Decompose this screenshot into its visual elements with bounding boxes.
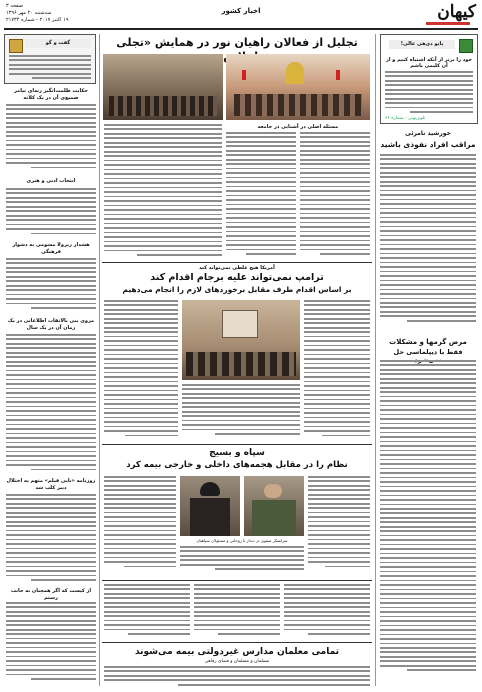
lead-text-col-3 <box>300 132 370 260</box>
box-text-lines <box>385 71 473 117</box>
left-text-1 <box>6 104 96 174</box>
logo-underline <box>426 22 470 25</box>
commander-photo <box>244 476 304 536</box>
flag-shape <box>242 70 246 80</box>
right-subheadline-2: فقط با دیپلماسی حل <box>393 348 463 356</box>
issue-date: سه‌شنبه ۲۰ مهر ۱۳۹۶ <box>6 10 52 16</box>
second-kicker: آمریکا هیچ غلطی نمی‌تواند کند <box>199 265 275 271</box>
right-headline-2: مرض گرمها و مشکلات <box>389 338 467 346</box>
third-caption: سرلشکر صفوی در دیدار با روحانی و مسئولان سپاهیان <box>196 538 288 543</box>
third-text-col-1 <box>104 476 176 576</box>
newspaper-logo: کیهان <box>437 2 476 22</box>
right-column-text-2 <box>380 360 476 686</box>
story-divider-1 <box>102 262 372 263</box>
right-column-text-1 <box>380 154 476 334</box>
logo-icon <box>459 39 473 53</box>
second-text-col-3 <box>304 300 370 440</box>
lead-photo-audience <box>103 54 223 120</box>
left-headline-6: از کیست که اگر همچنان به جانب رستم <box>10 588 92 601</box>
audience-rows <box>109 96 217 116</box>
turban-shape <box>200 482 220 496</box>
second-headline: ترامپ نمی‌تواند علیه برجام اقدام کند <box>150 272 324 283</box>
left-top-box <box>4 34 96 84</box>
masthead <box>4 2 478 30</box>
robe-shape <box>190 498 230 536</box>
box-title: پایو دی‌هی عالی! <box>389 40 455 49</box>
fourth-text-col-3 <box>284 584 370 640</box>
left-text-3 <box>6 258 96 314</box>
right-info-box <box>380 34 478 124</box>
left-text-2 <box>6 188 96 238</box>
page-info <box>6 3 136 24</box>
emblem-icon <box>9 39 23 53</box>
left-text-6 <box>6 602 96 686</box>
cleric-photo <box>180 476 240 536</box>
column-divider-right <box>375 34 376 686</box>
lead-text-col-2 <box>226 132 296 260</box>
screen-shape <box>222 310 258 338</box>
box-text: خود را برتر از آنکه اشتباه کنیم و از آن کلیمی باشم <box>385 57 473 69</box>
face-shape <box>264 484 282 498</box>
bottom-sub: مسلمان و مسلمان و فضای رفاهی <box>204 659 270 664</box>
left-headline-2: انتخاب ادبی و هنری <box>26 178 76 184</box>
page-number: صفحه ۳ <box>6 3 23 9</box>
left-box-title: گفت و گو <box>25 39 91 48</box>
lead-kicker: مسئله اصلی در آشنایی در جامعه <box>257 124 339 130</box>
left-headline-1: حکایت ظلمت‌انگیز زنه‌ای نیامر ضمیع‌ی آن در یک کلانه <box>14 88 88 101</box>
story-divider-4 <box>102 642 372 643</box>
third-text-col-2 <box>308 476 370 576</box>
right-subheadline-1: مراقب افراد نفوذی باشید <box>380 140 476 149</box>
third-kicker: سپاه و بسیج <box>209 448 265 458</box>
second-text-col-1 <box>104 300 178 440</box>
left-box-text-lines <box>9 55 91 81</box>
left-text-4 <box>6 334 96 474</box>
story-divider-3 <box>102 580 372 581</box>
section-title: اخبار کشور <box>221 7 261 15</box>
dome-shape <box>286 62 304 84</box>
lead-text-col-1 <box>104 124 222 260</box>
second-text-col-2 <box>182 384 300 440</box>
left-headline-3: هشدار زیرولا مشومی به دشوار فرهنگی <box>12 242 90 255</box>
stage-people <box>234 94 362 116</box>
issue-number: ۱۹ اکتبر ۲۰۱۷ - شماره ۲۱۷۳۴ <box>6 17 69 23</box>
box-footer: تلویزیونی - شماره ۶۶ <box>385 116 426 121</box>
meeting-photo <box>182 300 300 380</box>
story-divider-2 <box>102 444 372 445</box>
flag-shape-2 <box>336 70 340 80</box>
left-headline-5: زوزنامه «نایی فیلم» متهم به اختلال دبیر کلب شد <box>6 478 96 491</box>
lead-headline: تجلیل از فعالان راهیان نور در همایش «تجلی <box>116 36 358 49</box>
left-text-5 <box>6 494 96 584</box>
bottom-text <box>104 666 370 688</box>
fourth-text-col-2 <box>194 584 280 640</box>
third-text-col-3 <box>180 546 304 576</box>
fourth-text-col-1 <box>104 584 190 640</box>
right-headline-1: خورشید نامرئی <box>405 130 451 137</box>
third-headline: نظام را در مقابل هجمه‌های داخلی و خارجی بیمه کرد <box>126 460 348 470</box>
meeting-people <box>186 352 296 376</box>
bottom-headline: تمامی معلمان مدارس غیردولتی بیمه می‌شوند <box>134 647 340 657</box>
second-subheadline: بر اساس اقدام طرف مقابل برخوردهای لازم را انجام می‌دهیم <box>122 285 352 294</box>
lead-photo-stage <box>226 54 370 120</box>
column-divider-left <box>99 34 100 686</box>
left-headline-4: مروی بنی بالاتقاب اطلاعاتی در یک زمان آن در یک سال <box>7 318 95 331</box>
uniform-shape <box>252 500 296 536</box>
